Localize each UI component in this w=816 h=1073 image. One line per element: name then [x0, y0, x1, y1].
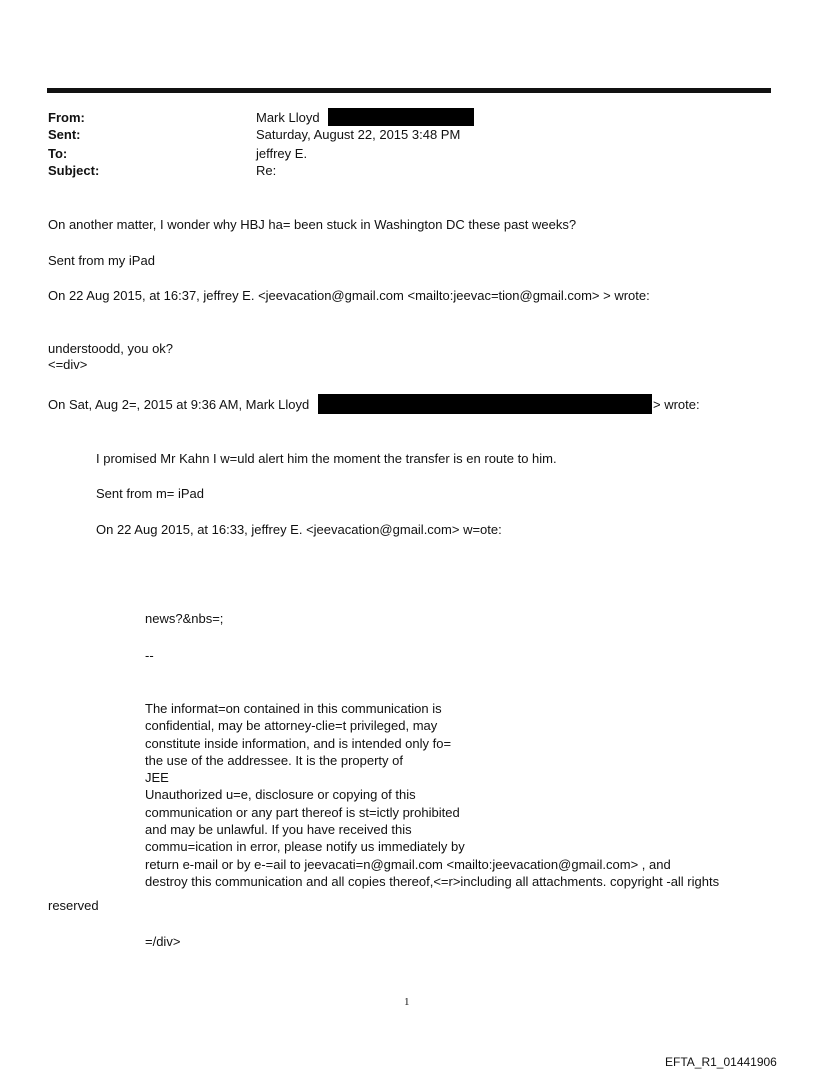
disclaimer-line: return e-mail or by e-=ail to jeevacati=n@gmail.com <mailto:jeevacation@gmail.com> , and: [145, 856, 671, 872]
disclaimer-block: [145, 700, 719, 890]
header-rule: [47, 88, 771, 93]
sent-value: Saturday, August 22, 2015 3:48 PM: [256, 127, 461, 142]
quoted-line: --: [145, 648, 154, 663]
quoted-line: news?&nbs=;: [145, 611, 224, 626]
disclaimer-line: destroy this communication and all copies thereof,<=r>including all attachments. copyright -all rights: [145, 873, 720, 889]
body-line: On Sat, Aug 2=, 2015 at 9:36 AM, Mark Lloyd: [48, 397, 310, 412]
body-line: understoodd, you ok?: [48, 341, 174, 356]
disclaimer-line: communication or any part thereof is st=ictly prohibited: [145, 804, 460, 820]
disclaimer-line: The informat=on contained in this communication is: [145, 701, 442, 716]
disclaimer-line: Unauthorized u=e, disclosure or copying of this: [145, 787, 416, 803]
body-line: Sent from my iPad: [48, 253, 155, 268]
redaction-box: [328, 108, 474, 126]
disclaimer-line: commu=ication in error, please notify us immediately by: [145, 839, 465, 855]
subject-value: Re:: [256, 163, 277, 178]
quoted-line: Sent from m= iPad: [96, 486, 205, 501]
to-label: To:: [48, 146, 68, 161]
disclaimer-line: the use of the addressee. It is the property of: [145, 752, 403, 768]
page-number: 1: [404, 996, 410, 1008]
quoted-line: I promised Mr Kahn I w=uld alert him the moment the transfer is en route to him.: [96, 451, 557, 466]
bates-number: EFTA_R1_01441906: [665, 1055, 777, 1069]
disclaimer-line: constitute inside information, and is intended only fo=: [145, 735, 452, 751]
subject-label: Subject:: [48, 163, 100, 178]
disclaimer-line: JEE: [145, 770, 169, 786]
body-line: <=div>: [48, 357, 88, 372]
quoted-line: On 22 Aug 2015, at 16:33, jeffrey E. <jeevacation@gmail.com> w=ote:: [96, 522, 502, 537]
sent-label: Sent:: [48, 127, 81, 142]
redaction-box: [318, 394, 652, 414]
disclaimer-line: and may be unlawful. If you have received this: [145, 822, 412, 838]
from-label: From:: [48, 110, 85, 125]
disclaimer-line: confidential, may be attorney-clie=t privileged, may: [145, 718, 438, 734]
from-value: Mark Lloyd: [256, 110, 320, 125]
body-line: reserved: [48, 898, 99, 913]
body-line: =/div>: [145, 934, 181, 949]
body-line: On 22 Aug 2015, at 16:37, jeffrey E. <jeevacation@gmail.com <mailto:jeevac=tion@gmail.com> > wrote:: [48, 288, 650, 303]
body-line: > wrote:: [653, 397, 700, 412]
to-value: jeffrey E.: [256, 146, 308, 161]
body-line: On another matter, I wonder why HBJ ha= been stuck in Washington DC these past weeks?: [48, 217, 577, 232]
